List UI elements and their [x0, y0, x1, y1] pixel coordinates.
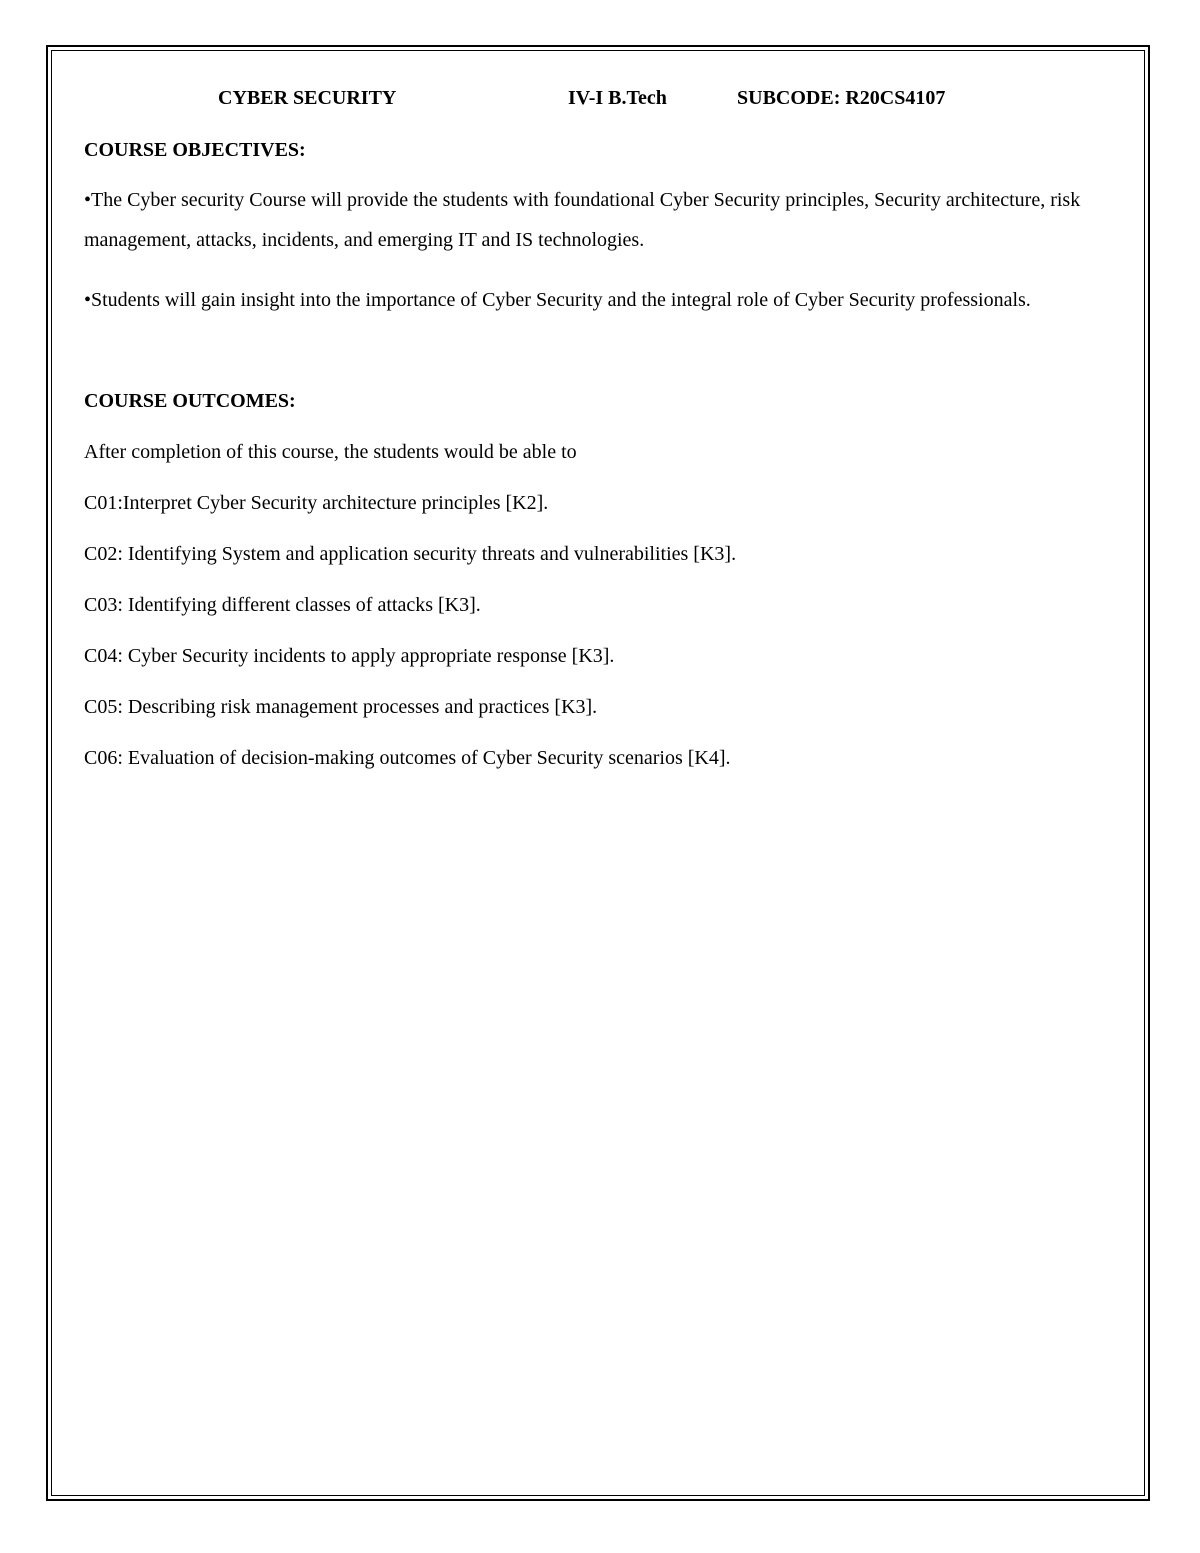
course-year: IV-I B.Tech [568, 87, 667, 109]
outcome-item-c04: C04: Cyber Security incidents to apply appropriate response [K3]. [84, 645, 615, 667]
outcome-item-c01: C01:Interpret Cyber Security architecture principles [K2]. [84, 492, 549, 514]
outcomes-heading: COURSE OUTCOMES: [84, 390, 296, 412]
outcomes-intro: After completion of this course, the students would be able to [84, 441, 577, 463]
course-title: CYBER SECURITY [218, 87, 397, 109]
page-border-inner [51, 50, 1145, 1496]
objective-item-2: •Students will gain insight into the importance of Cyber Security and the integral role of Cyber Security professionals. [84, 289, 1031, 311]
outcome-item-c03: C03: Identifying different classes of attacks [K3]. [84, 594, 481, 616]
outcome-item-c06: C06: Evaluation of decision-making outcomes of Cyber Security scenarios [K4]. [84, 747, 731, 769]
objective-item-1: •The Cyber security Course will provide the students with foundational Cyber Security principles, Security architecture, risk management, attacks, incidents, and emerging IT and IS technologies. [84, 189, 1081, 251]
objectives-heading: COURSE OBJECTIVES: [84, 139, 306, 161]
course-subcode: SUBCODE: R20CS4107 [737, 87, 946, 109]
outcome-item-c05: C05: Describing risk management processes and practices [K3]. [84, 696, 598, 718]
outcome-item-c02: C02: Identifying System and application security threats and vulnerabilities [K3]. [84, 543, 737, 565]
